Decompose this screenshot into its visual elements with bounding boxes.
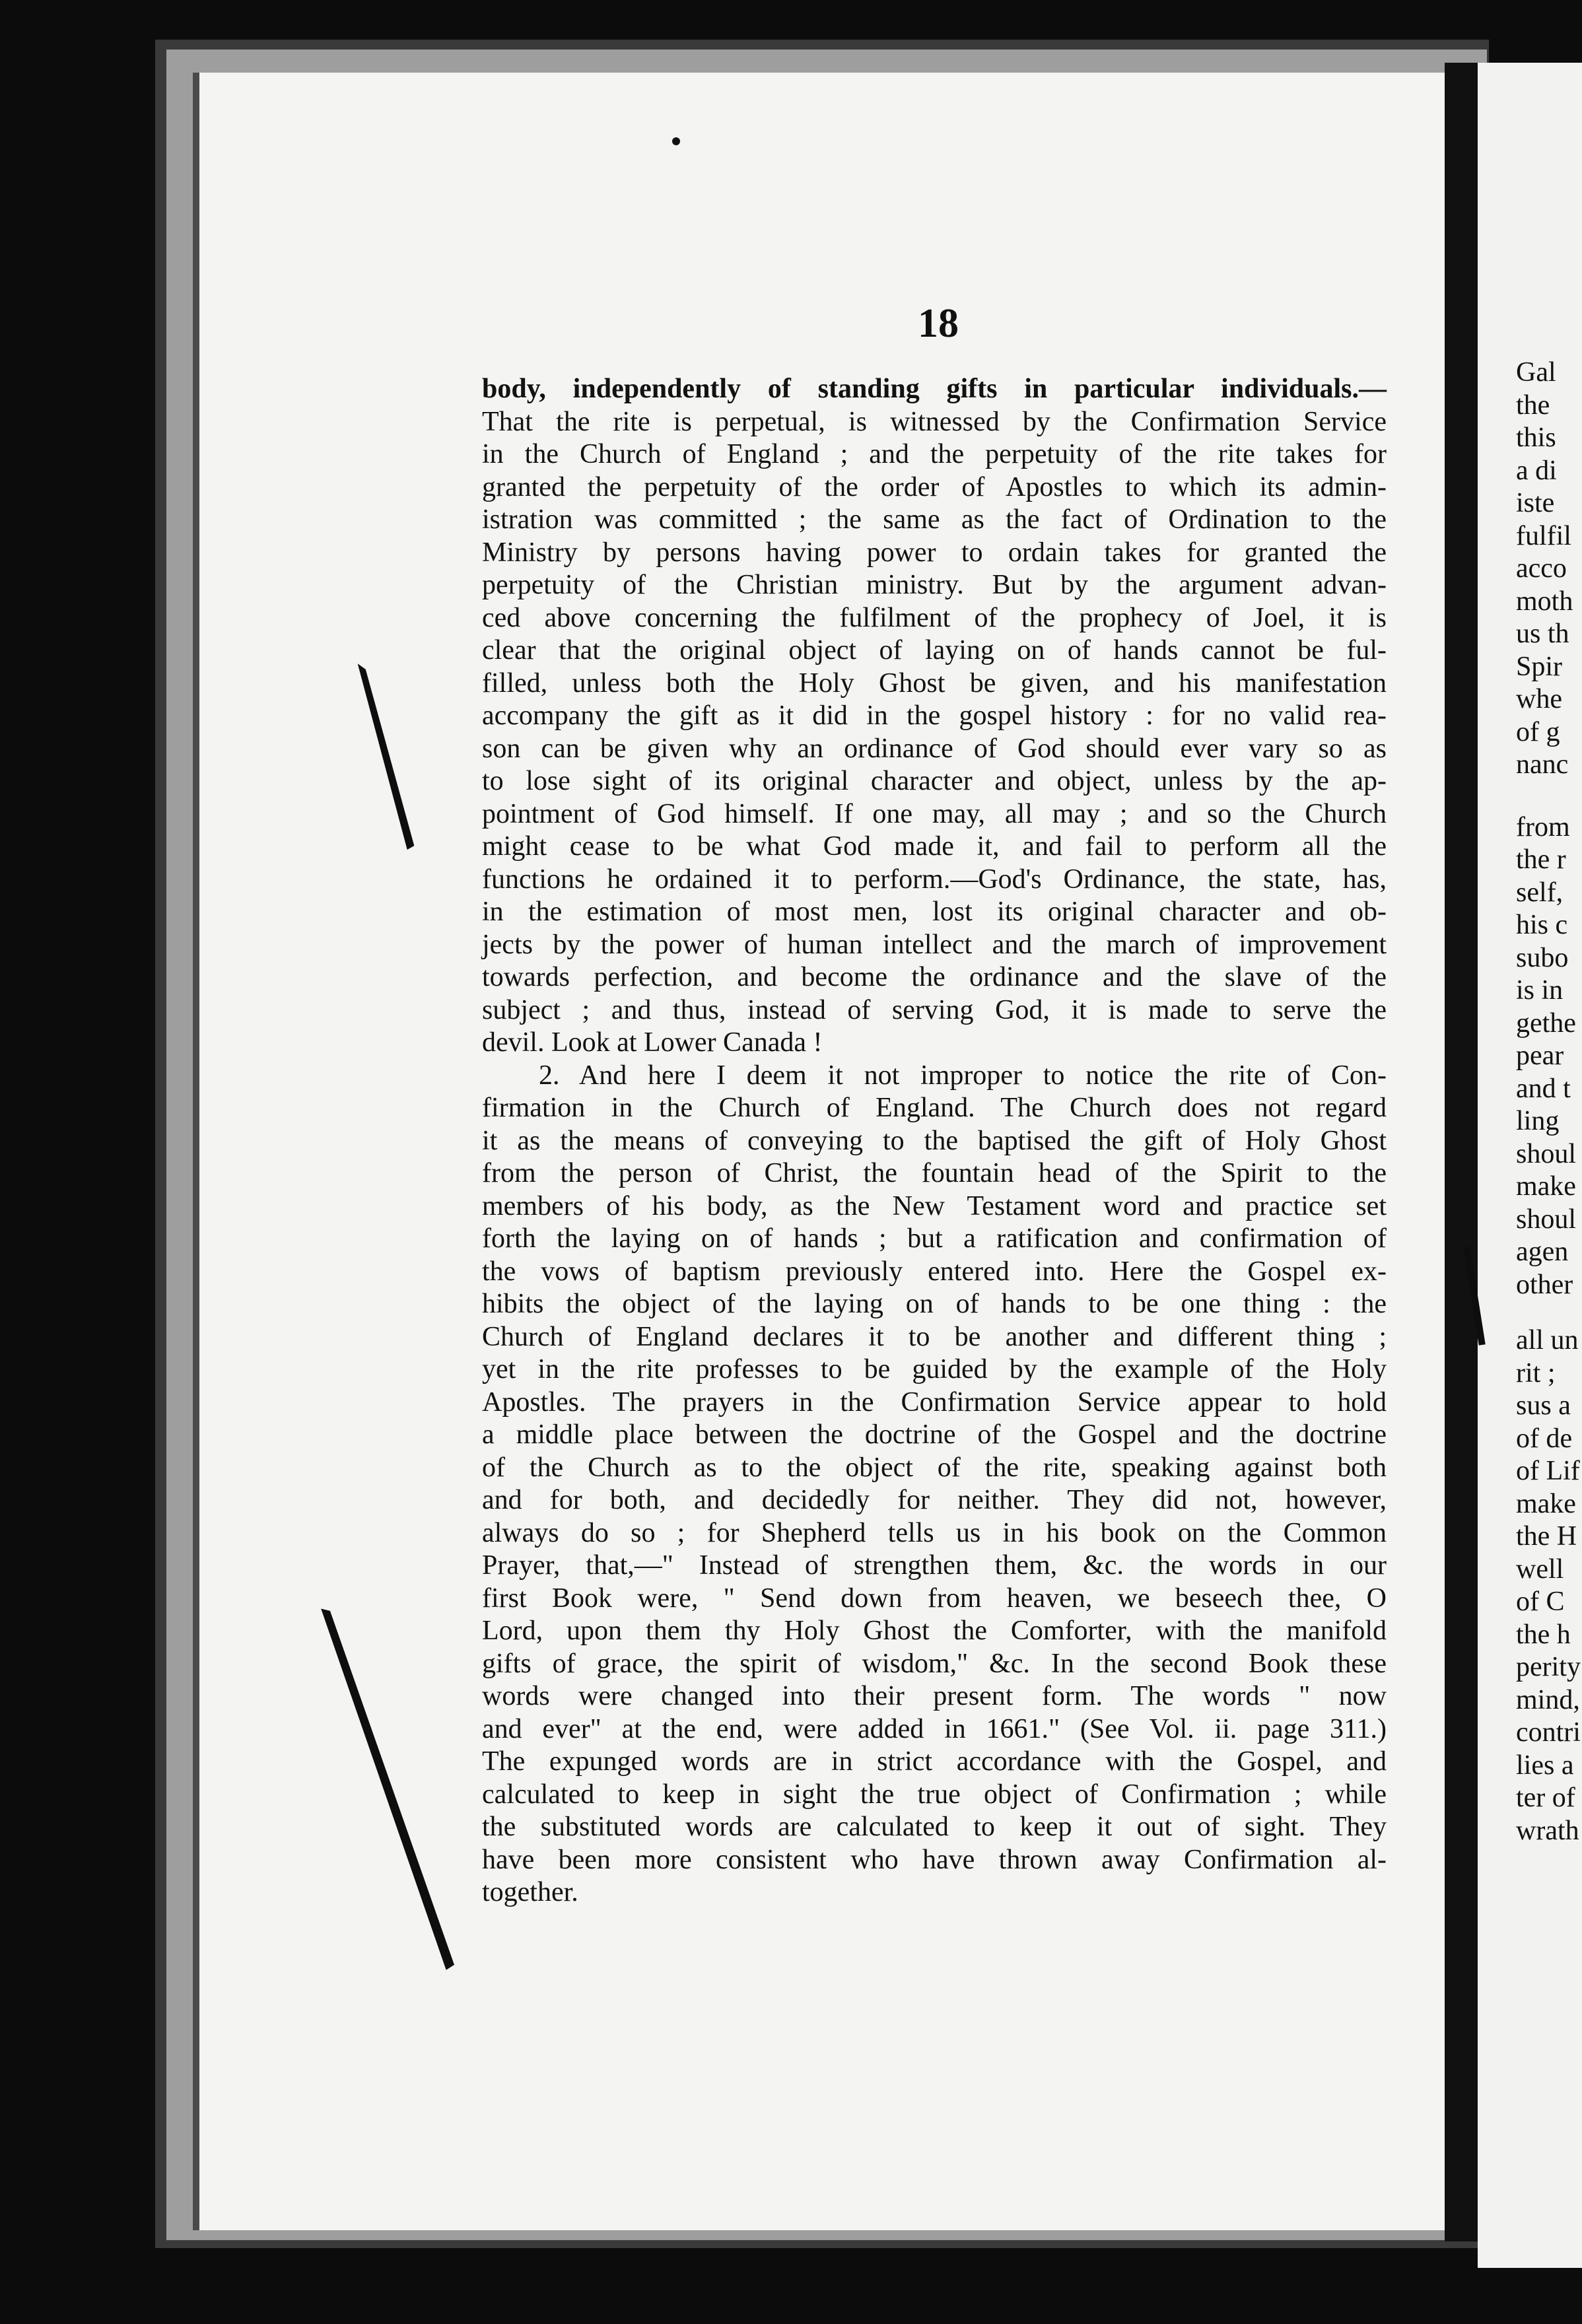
right-page-line: mind,	[1516, 1684, 1580, 1715]
right-page-line: subo	[1516, 942, 1569, 973]
page-number: 18	[918, 301, 959, 346]
text-line: Apostles. The prayers in the Confirmation Service appear to hold	[482, 1386, 1387, 1418]
text-line: towards perfection, and become the ordinance and the slave of the	[482, 962, 1387, 992]
right-page-line: contri	[1516, 1717, 1581, 1748]
text-line: words were changed into their present form. The words " now	[482, 1681, 1387, 1711]
text-line: Lord, upon them thy Holy Ghost the Comforter, with the manifold	[482, 1616, 1387, 1646]
text-line: in the Church of England ; and the perpetuity of the rite takes for	[482, 439, 1387, 469]
text-line: hibits the object of the laying on of hands to be one thing : the	[482, 1289, 1387, 1319]
right-page-line: and t	[1516, 1073, 1571, 1104]
text-line: Ministry by persons having power to ordain takes for granted the	[482, 537, 1387, 568]
right-page-line: shoul	[1516, 1138, 1577, 1169]
text-line: to lose sight of its original character and object, unless by the ap-	[482, 766, 1387, 796]
right-page-line: rit ;	[1516, 1357, 1556, 1388]
margin-mark-lower	[324, 1611, 452, 1967]
text-line: first Book were, " Send down from heaven, we beseech thee, O	[482, 1583, 1387, 1614]
right-page-line: lies a	[1516, 1750, 1574, 1781]
right-page-line: moth	[1516, 586, 1573, 617]
text-line: subject ; and thus, instead of serving God, it is made to serve the	[482, 994, 1387, 1025]
right-page-line: ling	[1516, 1106, 1560, 1136]
right-page-line: make	[1516, 1488, 1576, 1519]
right-page-line: agen	[1516, 1237, 1569, 1267]
text-line: yet in the rite professes to be guided by the example of the Holy	[482, 1354, 1387, 1384]
right-page-line: shoul	[1516, 1204, 1577, 1235]
text-line: a middle place between the doctrine of the Gospel and the doctrine	[482, 1419, 1387, 1450]
text-line: forth the laying on of hands ; but a ratification and confirmation of	[482, 1223, 1387, 1254]
text-line: ced above concerning the fulfilment of the prophecy of Joel, it is	[482, 602, 1387, 633]
text-line: body, independently of standing gifts in particular individuals.—	[482, 374, 1387, 404]
text-line: have been more consistent who have thrown away Confirmation al-	[482, 1844, 1387, 1875]
text-line: members of his body, as the New Testament word and practice set	[482, 1190, 1387, 1221]
right-page-line: ter of	[1516, 1783, 1575, 1813]
text-line: in the estimation of most men, lost its original character and ob-	[482, 897, 1387, 927]
right-page-line: the r	[1516, 844, 1566, 875]
text-line: Prayer, that,—" Instead of strengthen them, &c. the words in our	[482, 1550, 1387, 1581]
right-page-line: iste	[1516, 488, 1555, 518]
text-line: perpetuity of the Christian ministry. But by the argument advan-	[482, 570, 1387, 600]
text-line: devil. Look at Lower Canada !	[482, 1027, 823, 1058]
text-line: and for both, and decidedly for neither. They did not, however,	[482, 1485, 1387, 1515]
margin-mark-upper	[360, 667, 413, 848]
text-line: gifts of grace, the spirit of wisdom," &c. In the second Book these	[482, 1648, 1387, 1679]
right-page-line: Spir	[1516, 651, 1563, 682]
right-page-line: his c	[1516, 910, 1568, 940]
right-page-line: other	[1516, 1269, 1573, 1300]
text-line: 2. And here I deem it not improper to notice the rite of Con-	[539, 1060, 1387, 1091]
right-page-line: well	[1516, 1554, 1564, 1585]
text-line: pointment of God himself. If one may, all may ; and so the Church	[482, 798, 1387, 829]
right-page-line: make	[1516, 1171, 1576, 1202]
right-page-line: from	[1516, 811, 1570, 842]
right-page-line: nanc	[1516, 749, 1569, 780]
text-line: from the person of Christ, the fountain head of the Spirit to the	[482, 1158, 1387, 1188]
text-line: calculated to keep in sight the true object of Confirmation ; while	[482, 1779, 1387, 1810]
text-line: That the rite is perpetual, is witnessed by the Confirmation Service	[482, 406, 1387, 437]
text-line: granted the perpetuity of the order of Apostles to which its admin-	[482, 471, 1387, 502]
text-line: always do so ; for Shepherd tells us in his book on the Common	[482, 1517, 1387, 1548]
right-page-line: acco	[1516, 553, 1567, 584]
right-page-line: gethe	[1516, 1008, 1576, 1039]
right-page-line: the H	[1516, 1521, 1577, 1552]
text-line: might cease to be what God made it, and fail to perform all the	[482, 831, 1387, 862]
right-page-line: us th	[1516, 619, 1569, 649]
margin-mark-right	[1464, 1248, 1484, 1344]
right-page-line: self,	[1516, 877, 1564, 908]
right-page-line: whe	[1516, 684, 1562, 714]
text-line: and ever" at the end, were added in 1661." (See Vol. ii. page 311.)	[482, 1713, 1387, 1744]
text-line: jects by the power of human intellect and the march of improvement	[482, 929, 1387, 960]
text-line: functions he ordained it to perform.—God's Ordinance, the state, has,	[482, 864, 1387, 895]
right-page-line: pear	[1516, 1041, 1564, 1071]
text-line: firmation in the Church of England. The Church does not regard	[482, 1093, 1387, 1123]
text-line: Church of England declares it to be another and different thing ;	[482, 1321, 1387, 1352]
text-line: together.	[482, 1877, 578, 1907]
right-page-line: wrath	[1516, 1815, 1579, 1846]
text-line: accompany the gift as it did in the gospel history : for no valid rea-	[482, 701, 1387, 731]
text-line: filled, unless both the Holy Ghost be given, and his manifestation	[482, 667, 1387, 699]
text-line: clear that the original object of laying on of hands cannot be ful-	[482, 635, 1387, 666]
right-page-line: of de	[1516, 1423, 1573, 1454]
right-page-line: Gal	[1516, 357, 1556, 388]
text-line: The expunged words are in strict accordance with the Gospel, and	[482, 1746, 1387, 1777]
text-line: istration was committed ; the same as the fact of Ordination to the	[482, 504, 1387, 535]
right-page-line: fulfil	[1516, 520, 1571, 551]
right-page-line: all un	[1516, 1325, 1579, 1355]
text-line: of the Church as to the object of the rite, speaking against both	[482, 1452, 1387, 1483]
right-page-line: perity	[1516, 1652, 1581, 1682]
right-page-line: is in	[1516, 975, 1564, 1006]
right-page-line: the	[1516, 390, 1550, 421]
text-line: the substituted words are calculated to keep it out of sight. They	[482, 1812, 1387, 1842]
right-page-line: sus a	[1516, 1390, 1571, 1421]
right-page-line: of Lif	[1516, 1456, 1580, 1486]
text-line: son can be given why an ordinance of God should ever vary so as	[482, 733, 1387, 764]
right-page-line: this	[1516, 423, 1556, 453]
right-page-line: of g	[1516, 716, 1560, 747]
right-page-line: the h	[1516, 1619, 1571, 1650]
right-page-line: of C	[1516, 1587, 1565, 1617]
text-line: it as the means of conveying to the baptised the gift of Holy Ghost	[482, 1125, 1387, 1156]
right-page-line: a di	[1516, 455, 1557, 486]
text-line: the vows of baptism previously entered into. Here the Gospel ex-	[482, 1256, 1387, 1287]
